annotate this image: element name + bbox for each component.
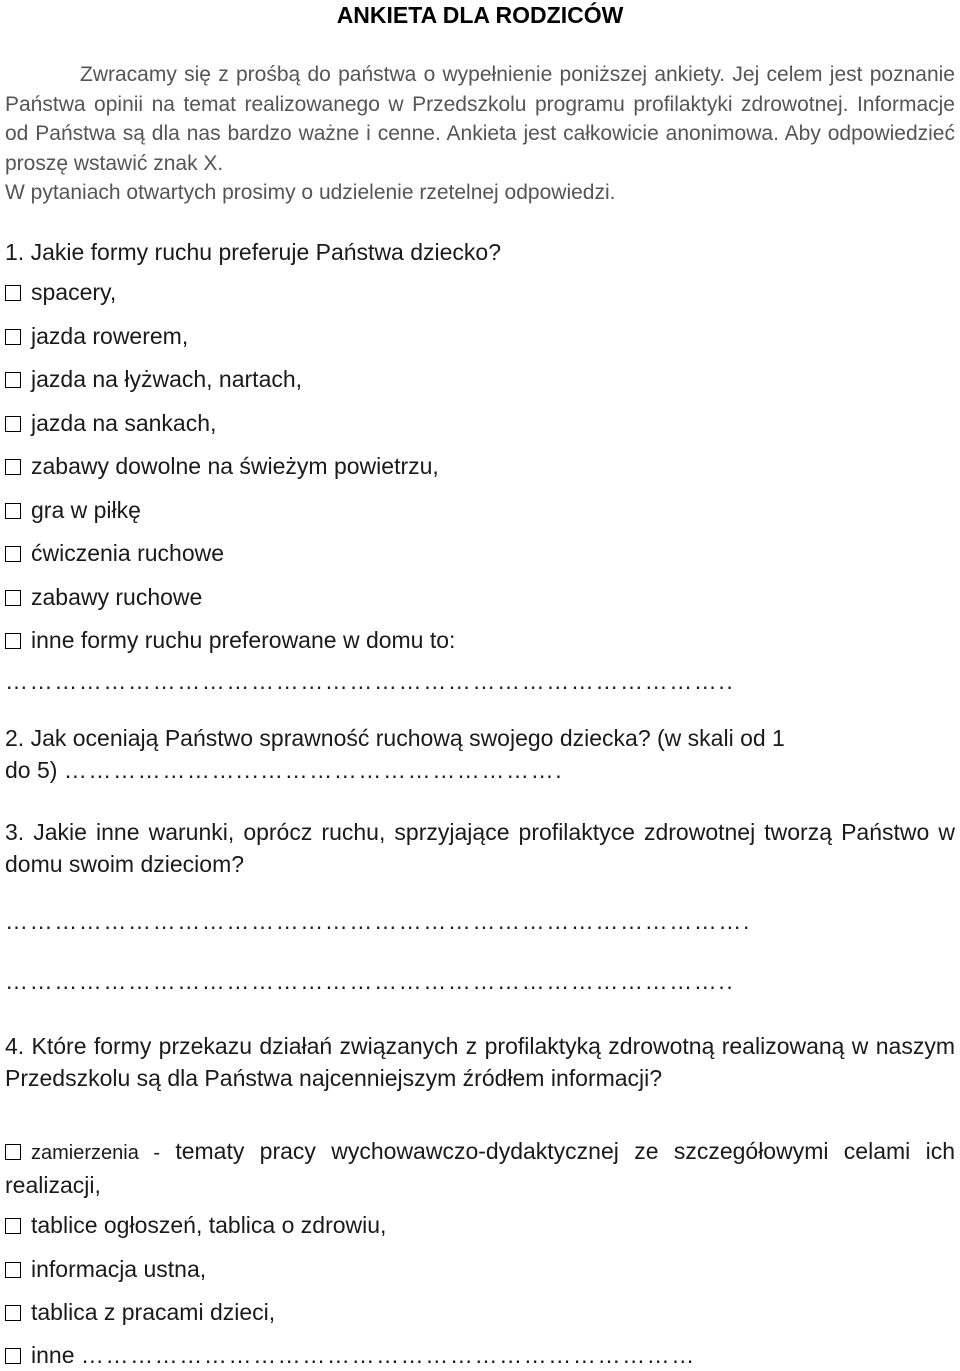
q1-option-7[interactable] [5,537,955,569]
option-label: inne [31,1342,75,1368]
option-label: zabawy ruchowe [31,584,203,610]
q4-option-2[interactable] [5,1209,955,1241]
option-label: gra w piłkę [31,497,141,523]
q4-option-5[interactable] [5,1339,955,1371]
question-2-text: 2. Jak oceniają Państwo sprawność ruchową swojego dziecka? (w skali od 1 [5,725,785,751]
checkbox[interactable] [5,1262,21,1278]
option-label: jazda rowerem, [31,323,189,349]
question-2-cont: do 5) [5,757,58,783]
checkbox[interactable] [5,590,21,606]
option-label: jazda na sankach, [31,410,217,436]
q1-option-6[interactable] [5,494,955,526]
q1-option-3[interactable] [5,363,955,395]
checkbox[interactable] [5,503,21,519]
checkbox[interactable] [5,1218,21,1234]
q1-option-9[interactable] [5,624,955,656]
checkbox[interactable] [5,1305,21,1321]
checkbox[interactable] [5,1348,21,1364]
option-lead: zamierzenia - [31,1142,160,1164]
q4-other-line[interactable]: ………………………………………………………………… [80,1342,696,1368]
checkbox[interactable] [5,459,21,475]
option-label: tablice ogłoszeń, tablica o zdrowiu, [31,1212,387,1238]
question-2-cont-row [5,754,955,786]
q1-answer-line[interactable]: …………………………………………………………………………….. [5,668,735,694]
q1-option-8[interactable] [5,581,955,613]
q3-answer-line-1[interactable]: ………………………………………………………………………………. [5,908,751,934]
checkbox[interactable] [5,372,21,388]
question-1: 1. Jakie formy ruchu preferuje Państwa dziecko? [5,239,502,265]
option-label: jazda na łyżwach, nartach, [31,366,303,392]
intro-paragraph [5,60,955,208]
question-4: 4. Które formy przekazu działań związanych z profilaktyką zdrowotną realizowaną w naszym Przedszkolu są dla Państwa najcenniejszym źródłem informacji? [5,1033,955,1091]
q1-option-4[interactable] [5,407,955,439]
option-label: inne formy ruchu preferowane w domu to: [31,627,456,653]
option-label: tematy pracy wychowawczo-dydaktycznej ze szczegółowymi celami ich realizacji, [5,1138,956,1198]
intro-text: Zwracamy się z prośbą do państwa o wypełnienie poniższej ankiety. Jej celem jest poznanie Państwa opinii na temat realizowanego w Przedszkolu programu profilaktyki zdrowotnej. Informacje od Państwa są dla nas bardzo ważne i cenne. Ankieta jest całkowicie anonimowa. Aby odpowiedzieć proszę wstawić znak X. [5,63,955,175]
question-3: 3. Jakie inne warunki, oprócz ruchu, sprzyjające profilaktyce zdrowotnej tworzą Państwo w domu swoim dzieciom? [5,819,955,877]
question-2 [5,722,955,786]
option-label: zabawy dowolne na świeżym powietrzu, [31,453,439,479]
q4-option-1[interactable] [5,1135,955,1201]
page-title: ANKIETA DLA RODZICÓW [336,2,624,28]
checkbox[interactable] [5,329,21,345]
checkbox[interactable] [5,416,21,432]
q4-option-3[interactable] [5,1253,955,1285]
q2-answer-line[interactable]: …………………...………………………………. [63,757,564,783]
option-label: spacery, [31,279,117,305]
q3-answer-line-2[interactable]: …………………………………………………………………………….. [5,968,735,994]
checkbox[interactable] [5,285,21,301]
checkbox[interactable] [5,546,21,562]
q1-option-5[interactable] [5,450,955,482]
q1-option-2[interactable] [5,320,955,352]
option-label: informacja ustna, [31,1256,207,1282]
q1-option-1[interactable] [5,276,955,308]
checkbox[interactable] [5,633,21,649]
option-label: tablica z pracami dzieci, [31,1299,276,1325]
option-label: ćwiczenia ruchowe [31,540,225,566]
checkbox[interactable] [5,1144,21,1160]
q4-option-4[interactable] [5,1296,955,1328]
intro-note: W pytaniach otwartych prosimy o udzielenie rzetelnej odpowiedzi. [5,181,616,204]
